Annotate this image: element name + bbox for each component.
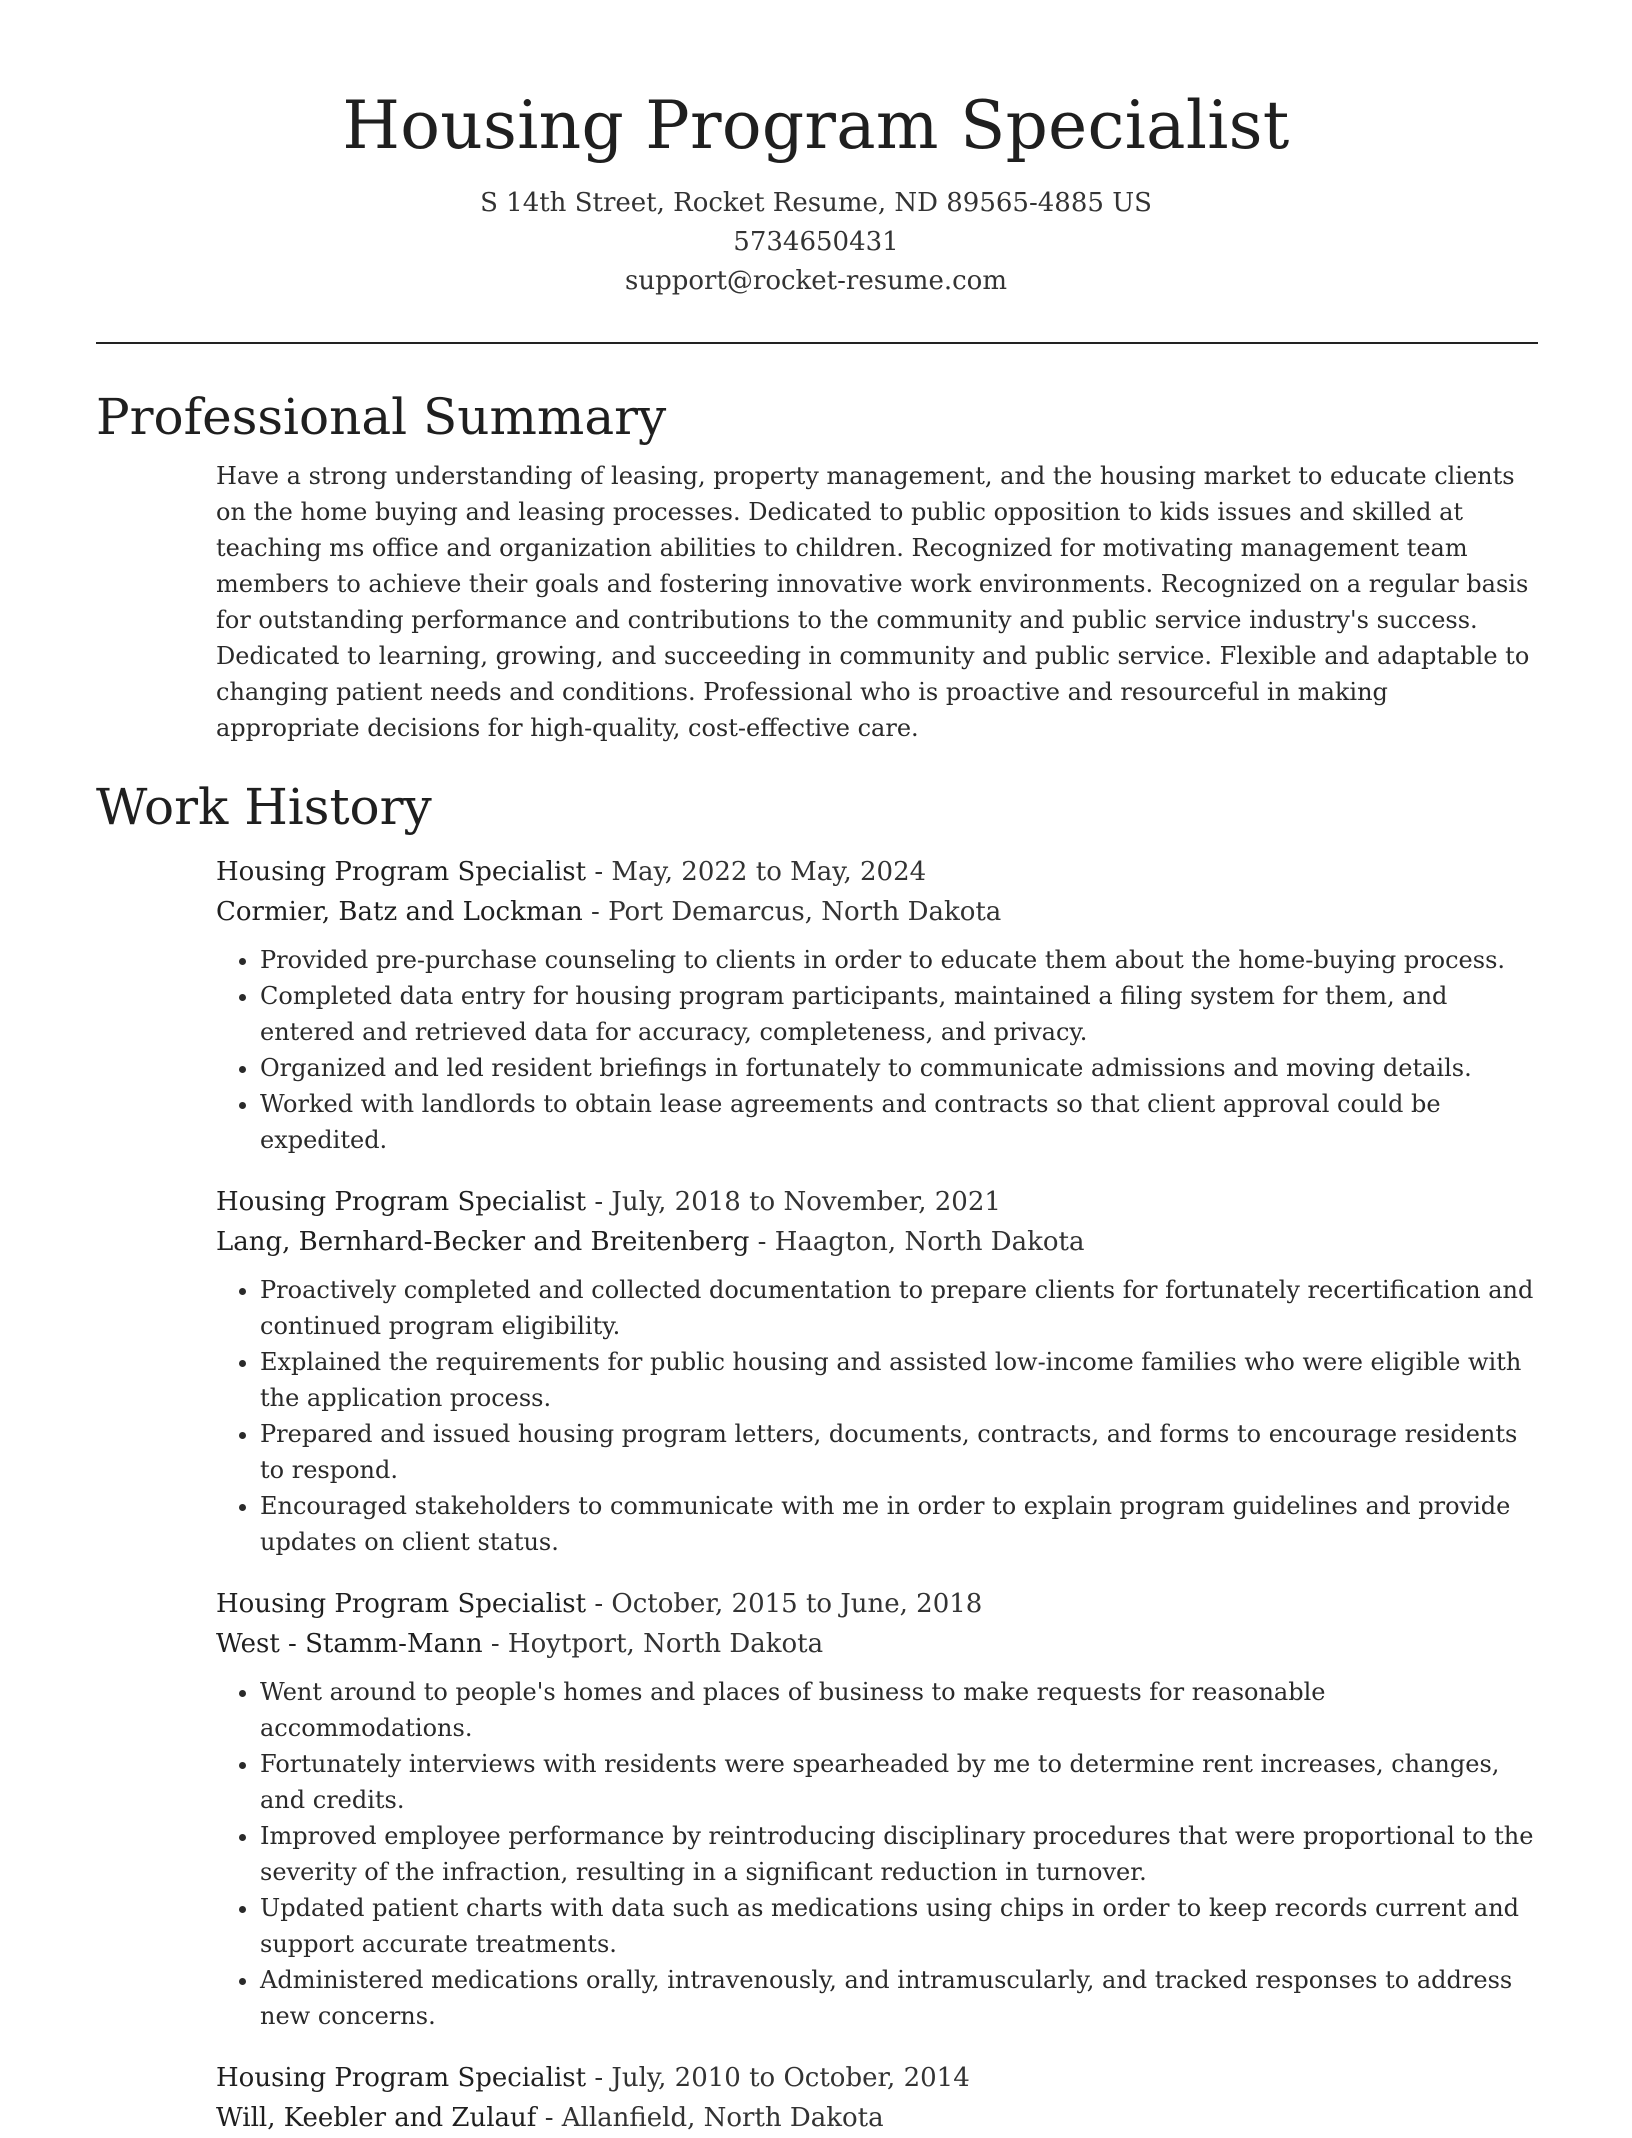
separator: - — [586, 857, 612, 887]
job-dates: October, 2015 to June, 2018 — [611, 1589, 983, 1619]
job-bullets — [216, 1272, 1538, 1560]
candidate-name: Housing Program Specialist — [342, 87, 1290, 164]
header-divider — [96, 342, 1538, 344]
job-dates: July, 2010 to October, 2014 — [611, 2063, 970, 2093]
job-company-line — [216, 892, 1538, 932]
job-bullet: • Explained the requirements for public housing and assisted low-income families who were eligible with the application process. — [260, 1344, 1538, 1416]
separator: - — [536, 2103, 562, 2133]
job-entry — [216, 2058, 1538, 2138]
section-heading-work-history: Work History — [96, 778, 432, 836]
job-entry — [216, 852, 1538, 1158]
job-company: West - Stamm-Mann — [216, 1629, 483, 1659]
job-company-line — [216, 1624, 1538, 1664]
job-title: Housing Program Specialist — [216, 1187, 587, 1217]
job-title-line — [216, 852, 1538, 892]
separator: - — [586, 2063, 612, 2093]
job-location: Haagton, North Dakota — [774, 1227, 1085, 1257]
job-title-line — [216, 2058, 1538, 2098]
contact-phone: 5734650431 — [733, 227, 899, 257]
job-company: Will, Keebler and Zulauf — [216, 2103, 537, 2133]
section-heading-summary: Professional Summary — [96, 388, 667, 446]
separator: - — [586, 1589, 612, 1619]
job-dates: July, 2018 to November, 2021 — [611, 1187, 1001, 1217]
job-entry — [216, 1584, 1538, 2034]
job-bullet: • Fortunately interviews with residents were spearheaded by me to determine rent increases, changes, and credits. — [260, 1746, 1538, 1818]
job-entry — [216, 1182, 1538, 1560]
job-bullet: • Encouraged stakeholders to communicate with me in order to explain program guidelines and provide updates on client status. — [260, 1488, 1538, 1560]
separator: - — [582, 897, 609, 927]
contact-email: support@rocket-resume.com — [624, 266, 1007, 296]
resume-content — [96, 380, 1538, 2138]
job-company: Lang, Bernhard-Becker and Breitenberg — [216, 1227, 750, 1257]
job-location: Allanfield, North Dakota — [561, 2103, 884, 2133]
summary-text: Have a strong understanding of leasing, property management, and the housing market to educate clients on the home buying and leasing processes. Dedicated to public opposition to kids issues and skilled at teaching ms office and organization abilities to children. Recognized for motivating management team members to achieve their goals and fostering innovative work environments. Recognized on a regular basis for outstanding performance and contributions to the community and public service industry's success. Dedicated to learning, growing, and succeeding in community and public service. Flexible and adaptable to changing patient needs and conditions. Professional who is proactive and resourceful in making appropriate decisions for high-quality, cost-effective care. — [216, 462, 1530, 742]
job-company-line — [216, 2098, 1538, 2138]
resume-header — [0, 0, 1632, 301]
job-dates: May, 2022 to May, 2024 — [611, 857, 927, 887]
job-bullet: • Went around to people's homes and places of business to make requests for reasonable accommodations. — [260, 1674, 1538, 1746]
job-title: Housing Program Specialist — [216, 857, 587, 887]
job-bullet: • Proactively completed and collected documentation to prepare clients for fortunately recertification and continued program eligibility. — [260, 1272, 1538, 1344]
contact-address: S 14th Street, Rocket Resume, ND 89565-4885 US — [480, 188, 1152, 218]
job-location: Port Demarcus, North Dakota — [608, 897, 1002, 927]
job-title-line — [216, 1182, 1538, 1222]
job-bullet: • Completed data entry for housing program participants, maintained a filing system for them, and entered and retrieved data for accuracy, completeness, and privacy. — [260, 978, 1538, 1050]
job-bullet: • Organized and led resident briefings in fortunately to communicate admissions and moving details. — [260, 1050, 1538, 1086]
job-list — [96, 852, 1538, 2138]
job-bullet: • Improved employee performance by reintroducing disciplinary procedures that were proportional to the severity of the infraction, resulting in a significant reduction in turnover. — [260, 1818, 1538, 1890]
job-title-line — [216, 1584, 1538, 1624]
job-bullet: • Provided pre-purchase counseling to clients in order to educate them about the home-buying process. — [260, 942, 1538, 978]
job-bullet: • Worked with landlords to obtain lease agreements and contracts so that client approval could be expedited. — [260, 1086, 1538, 1158]
job-location: Hoytport, North Dakota — [507, 1629, 824, 1659]
separator: - — [749, 1227, 775, 1257]
job-title: Housing Program Specialist — [216, 1589, 587, 1619]
job-company-line — [216, 1222, 1538, 1262]
job-bullet: • Administered medications orally, intravenously, and intramuscularly, and tracked responses to address new concerns. — [260, 1962, 1538, 2034]
job-title: Housing Program Specialist — [216, 2063, 587, 2093]
job-bullets — [216, 1674, 1538, 2034]
job-bullet: • Updated patient charts with data such as medications using chips in order to keep records current and support accurate treatments. — [260, 1890, 1538, 1962]
job-company: Cormier, Batz and Lockman — [216, 897, 583, 927]
job-bullet: • Prepared and issued housing program letters, documents, contracts, and forms to encourage residents to respond. — [260, 1416, 1538, 1488]
job-bullets — [216, 942, 1538, 1158]
separator: - — [482, 1629, 508, 1659]
separator: - — [586, 1187, 612, 1217]
